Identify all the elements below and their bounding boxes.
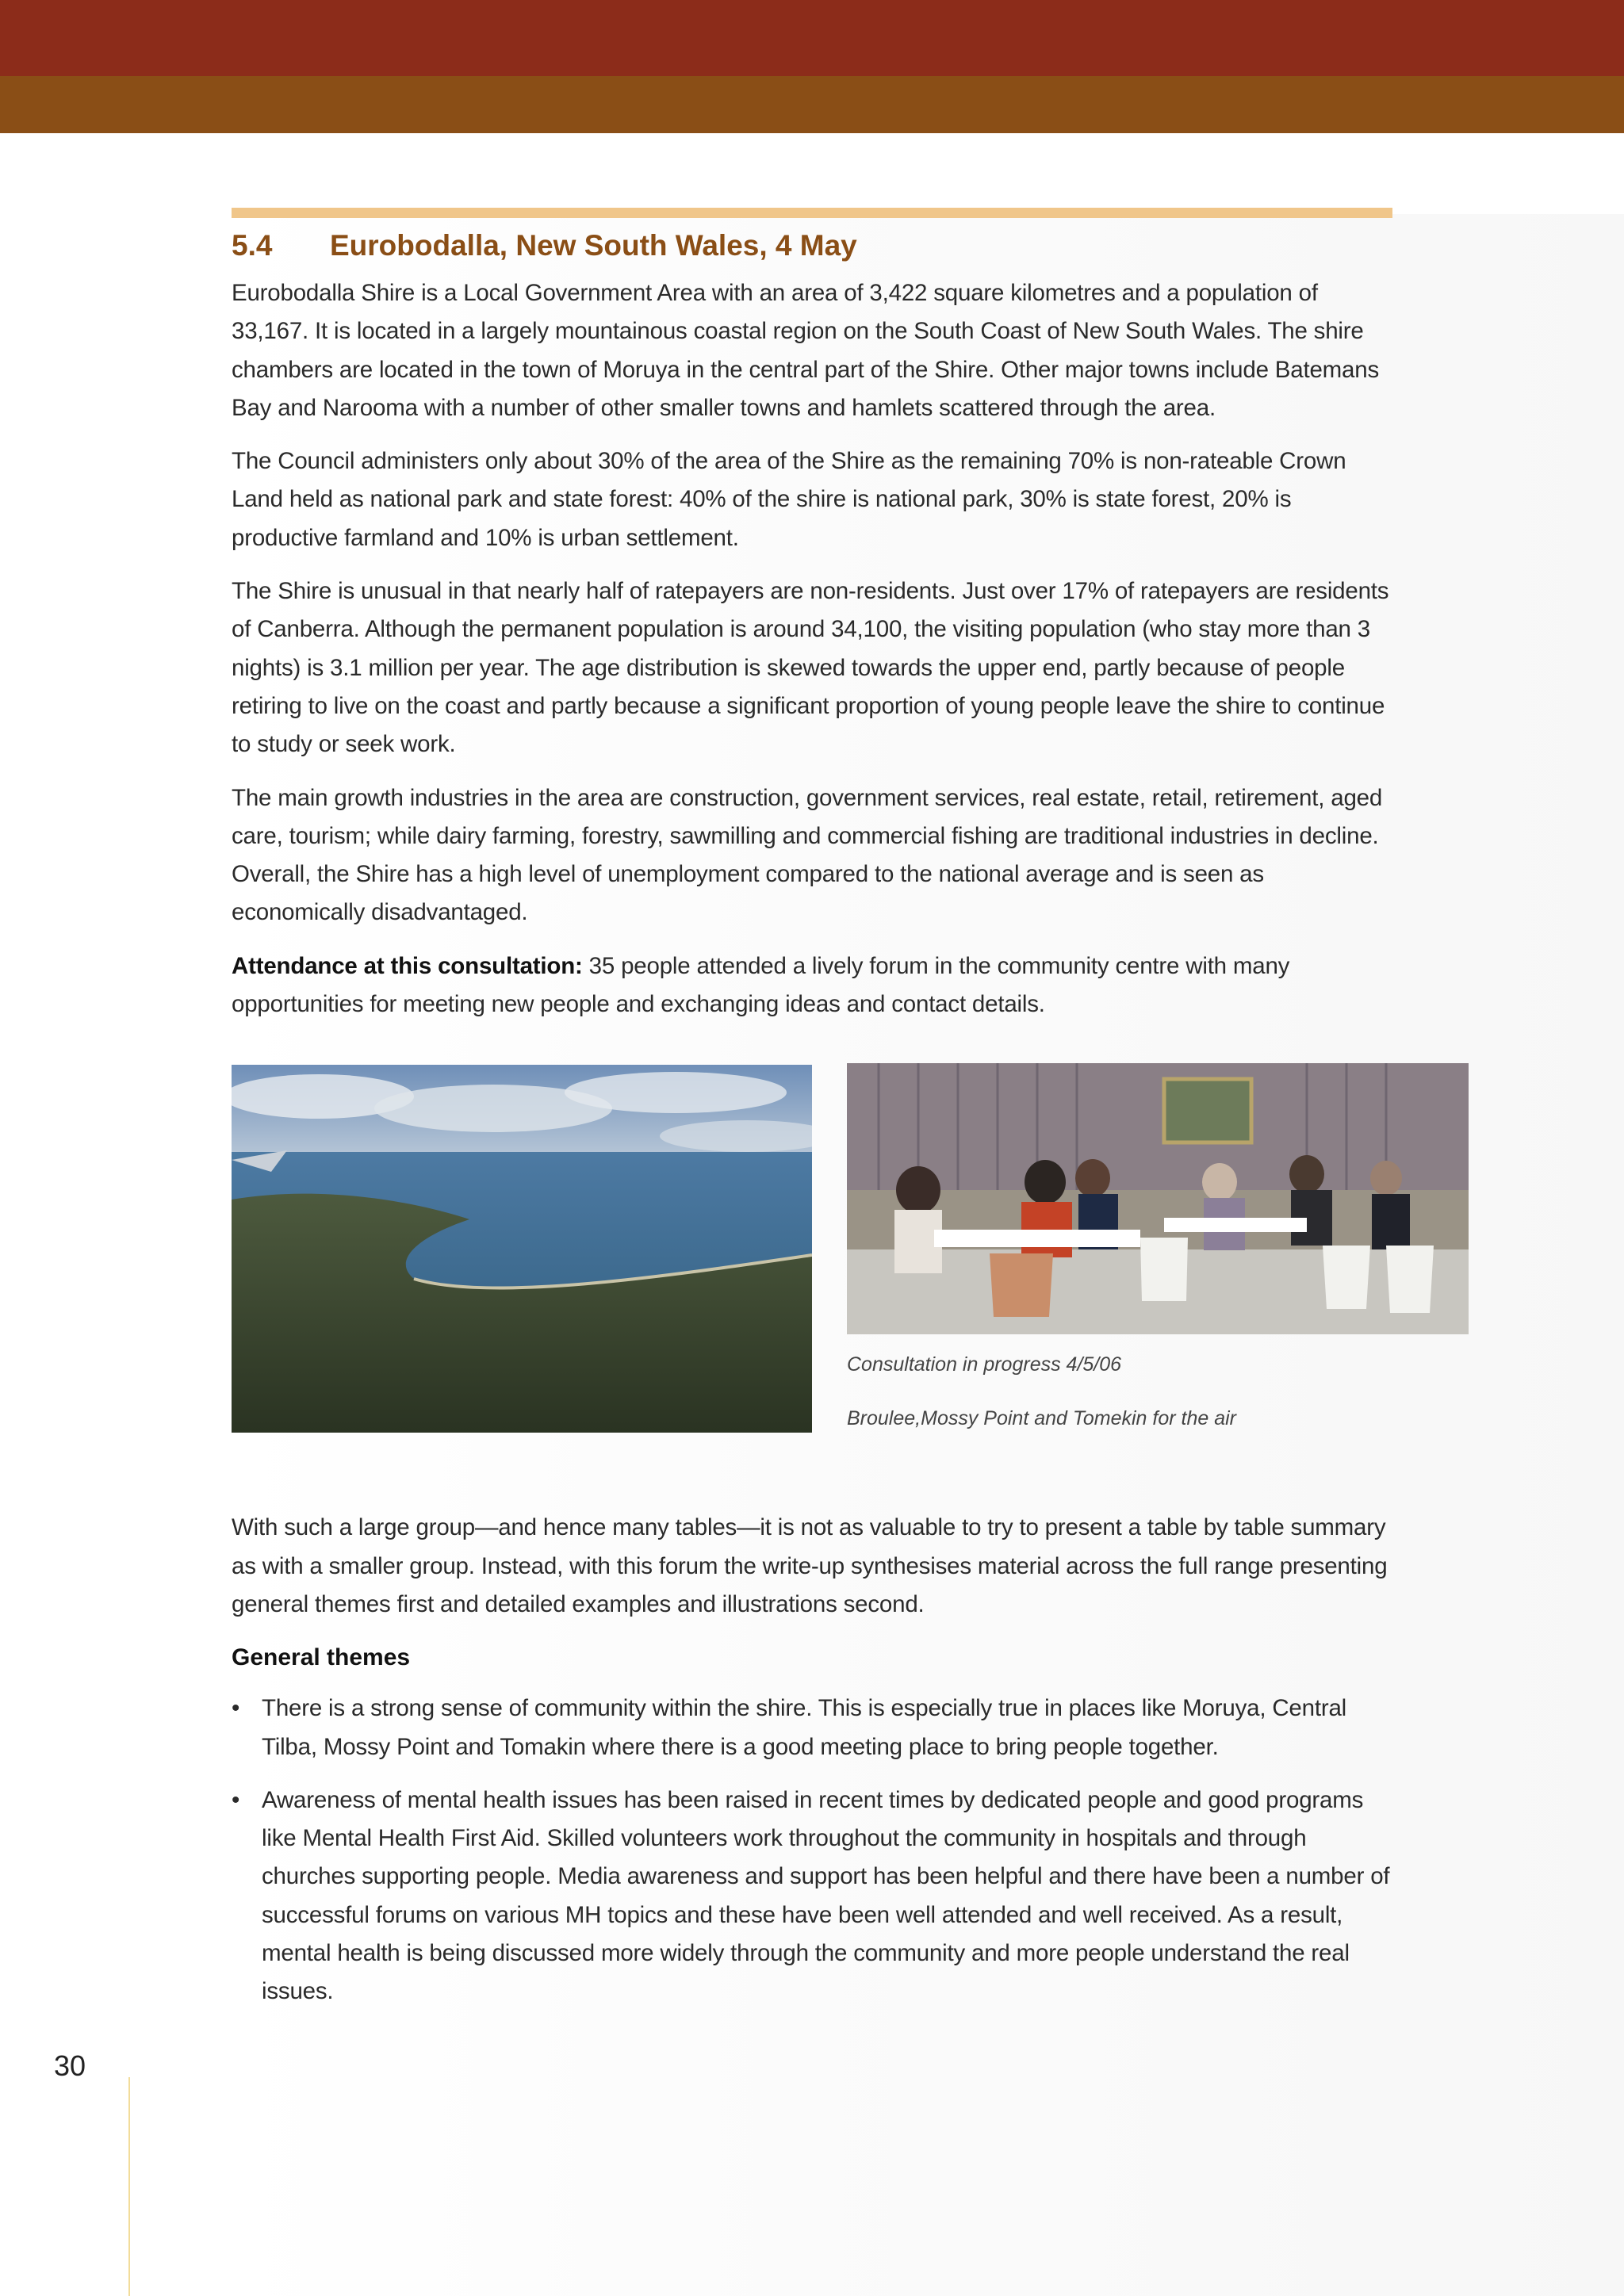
bullet-icon: •	[232, 1695, 240, 1722]
header-band	[0, 0, 1624, 76]
list-item	[232, 1689, 1392, 1766]
attendance-text: 35 people attended a lively forum in the community centre with many opportunities for meeting new people and exchanging ideas and contact details.	[232, 952, 1290, 1018]
paragraph: The main growth industries in the area are construction, government services, real estate, retail, retirement, aged care, tourism; while dairy farming, forestry, sawmilling and commercial fishing are traditional industries in decline. Overall, the Shire has a high level of unemployment compared to the national average and is seen as economically disadvantaged.	[232, 784, 1383, 926]
bullet-icon: •	[232, 1786, 240, 1813]
section-number: 5.4	[232, 229, 273, 262]
attendance-paragraph	[232, 947, 1392, 1024]
header-subband	[0, 76, 1624, 133]
summary-paragraph: With such a large group—and hence many tables—it is not as valuable to try to present a table by table summary as with a smaller group. Instead, with this forum the write-up synthesises material across the full range presenting general themes first and detailed examples and illustrations second.	[232, 1514, 1388, 1617]
section-title: Eurobodalla, New South Wales, 4 May	[330, 229, 857, 262]
aerial-photo	[232, 1065, 812, 1433]
aerial-caption: Broulee,Mossy Point and Tomekin for the air	[847, 1407, 1236, 1430]
section-heading	[232, 224, 1392, 268]
general-themes-heading: General themes	[232, 1644, 411, 1671]
list-item	[232, 1781, 1392, 2011]
paragraph: Eurobodalla Shire is a Local Government Area with an area of 3,422 square kilometres and a population of 33,167. It is located in a largely mountainous coastal region on the South Coast of New South Wales. The shire chambers are located in the town of Moruya in the central part of the Shire. Other major towns include Batemans Bay and Narooma with a number of other smaller towns and hamlets scattered through the area.	[232, 280, 1379, 421]
attendance-label: Attendance at this consultation:	[232, 952, 583, 979]
general-themes-list	[232, 1689, 1392, 2011]
margin-line	[128, 2077, 130, 2296]
page-number: 30	[54, 2049, 86, 2082]
paragraph: The Shire is unusual in that nearly half of ratepayers are non-residents. Just over 17% of ratepayers are residents of Canberra. Although the permanent population is around 34,100, the visiting population (who stay more than 3 nights) is 3.1 million per year. The age distribution is skewed towards the upper end, partly because of people retiring to live on the coast and partly because a significant proportion of young people leave the shire to continue to study or seek work.	[232, 578, 1389, 758]
list-item-text: There is a strong sense of community within the shire. This is especially true in places like Moruya, Central Tilba, Mossy Point and Tomakin where there is a good meeting place to bring people together.	[262, 1695, 1347, 1760]
photo-row	[232, 1065, 1392, 1509]
paragraph: The Council administers only about 30% of the area of the Shire as the remaining 70% is non-rateable Crown Land held as national park and state forest: 40% of the shire is national park, 30% is state forest, 20% is productive farmland and 10% is urban settlement.	[232, 448, 1346, 551]
list-item-text: Awareness of mental health issues has been raised in recent times by dedicated people and good programs like Mental Health First Aid. Skilled volunteers work throughout the community in hospitals and through churches supporting people. Media awareness and support has been helpful and there have been a number of successful forums on various MH topics and these have been well attended and well received. As a result, mental health is being discussed more widely through the community and more people understand the real issues.	[262, 1786, 1390, 2005]
consultation-photo	[847, 1063, 1469, 1334]
page-content	[232, 216, 1392, 2026]
consultation-caption: Consultation in progress 4/5/06	[847, 1353, 1122, 1376]
